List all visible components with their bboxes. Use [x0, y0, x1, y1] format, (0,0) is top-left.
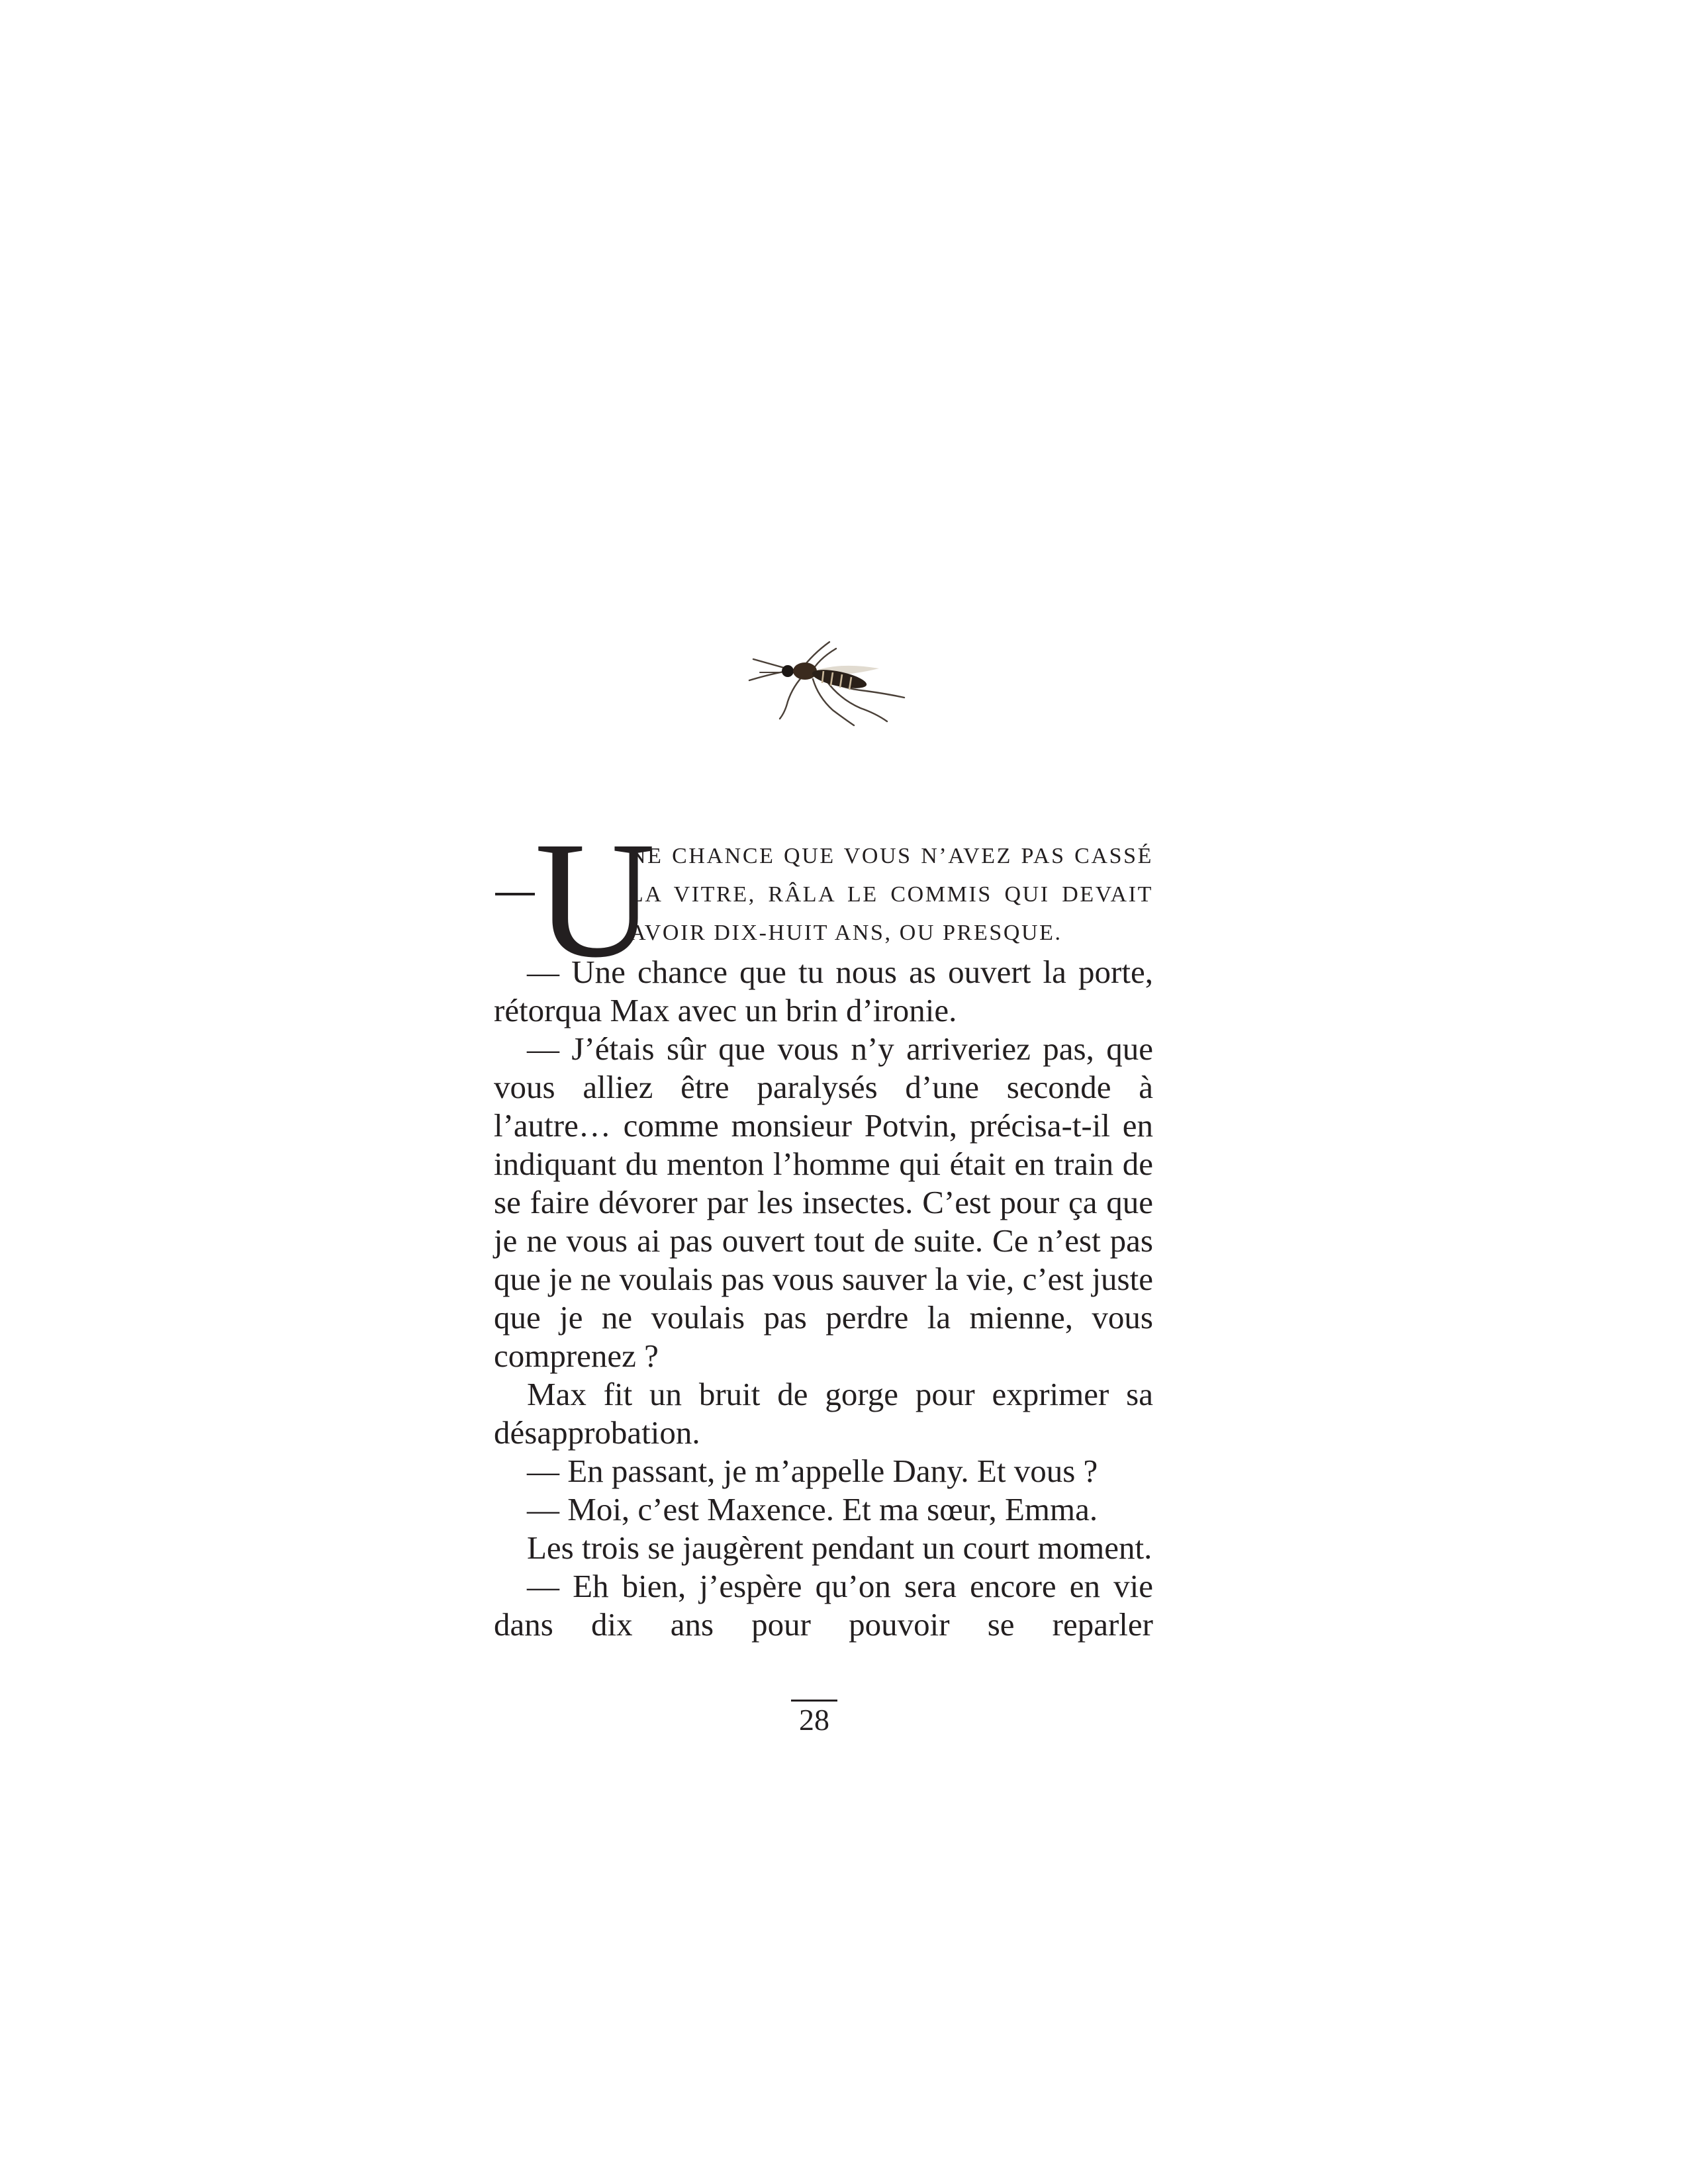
opening-line: AVOIR DIX-HUIT ANS, OU PRESQUE.	[630, 921, 1062, 945]
paragraph: — Moi, c’est Maxence. Et ma sœur, Emma.	[527, 1491, 1098, 1527]
opening-small-caps	[630, 837, 1153, 952]
opening-line: NE CHANCE QUE VOUS N’AVEZ PAS CASSÉ	[630, 844, 1153, 868]
paragraph: — Eh bien, j’espère qu’on sera encore en vie dans dix ans pour pouvoir se reparler	[494, 1568, 1153, 1643]
opening-line: LA VITRE, RÂLA LE COMMIS QUI DEVAIT	[630, 882, 1153, 907]
paragraph: Les trois se jaugèrent pendant un court moment.	[527, 1529, 1152, 1566]
paragraph: — Une chance que tu nous as ouvert la porte, rétorqua Max avec un brin d’ironie.	[494, 954, 1153, 1028]
chapter-text	[494, 807, 1153, 1644]
page-number: 28	[791, 1700, 837, 1739]
paragraph: — En passant, je m’appelle Dany. Et vous ?	[527, 1453, 1098, 1489]
dialogue-dash	[495, 893, 535, 895]
mosquito-illustration	[740, 634, 912, 740]
drop-cap: U	[535, 807, 655, 992]
paragraph: — J’étais sûr que vous n’y arriveriez pas, que vous alliez être paralysés d’une seconde à l’autre… comme monsieur Potvin, précisa-t-il en indiquant du menton l’homme qui était en train de se faire dévorer par les insectes. C’est pour ça que je ne vous ai pas ouvert tout de suite. Ce n’est pas que je ne voulais pas vous sauver la vie, c’est juste que je ne voulais pas perdre la mienne, vous comprenez ?	[494, 1030, 1153, 1374]
paragraph: Max fit un bruit de gorge pour exprimer sa désapprobation.	[494, 1376, 1153, 1451]
